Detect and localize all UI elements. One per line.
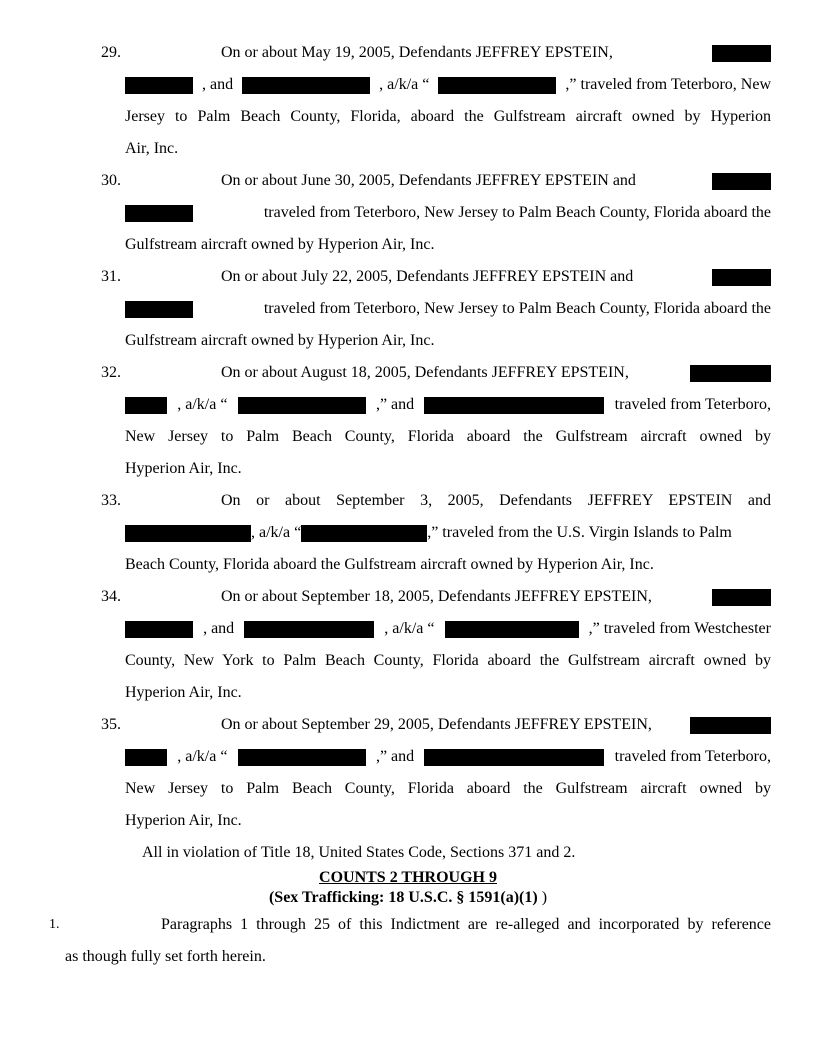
paragraph-line [125,459,242,479]
paragraph-text: , a/k/a “ [379,76,430,93]
paragraph-number: 31. [101,268,121,285]
paragraph-text: Hyperion Air, Inc. [125,460,242,477]
paragraph-text: Air, Inc. [125,140,179,157]
paragraph-line [125,299,771,319]
paragraph-line [221,43,771,63]
redaction-block [238,749,366,766]
paragraph-text: , a/k/a “ [177,396,228,413]
paragraph-line [125,331,434,351]
counts-subheading-close: ) [537,889,548,906]
paragraph-text: , a/k/a “ [251,524,302,541]
paragraph-text: ,” and [375,396,415,413]
paragraph-line [125,779,771,799]
paragraph-number: 34. [101,588,121,605]
paragraph-line [65,947,266,967]
redaction-block [301,525,427,542]
paragraph-line [125,395,771,415]
paragraph-text: On or about September 18, 2005, Defendants JEFFREY EPSTEIN, [221,588,652,605]
paragraph-text: On or about August 18, 2005, Defendants JEFFREY EPSTEIN, [221,364,629,381]
paragraph-text: Hyperion Air, Inc. [125,684,242,701]
paragraph-line [221,715,771,735]
paragraph-line [125,811,242,831]
paragraph-text: traveled from Teterboro, New Jersey to Palm Beach County, Florida aboard the [263,300,771,317]
redaction-block [125,525,251,542]
counts-heading-text: COUNTS 2 THROUGH 9 [319,869,497,886]
paragraph-line [125,203,771,223]
redaction-block [238,397,366,414]
paragraph-text: , a/k/a “ [177,748,228,765]
redaction-block [125,397,167,414]
paragraph-text: Beach County, Florida aboard the Gulfstream aircraft owned by Hyperion Air, Inc. [125,556,654,573]
paragraph-text: On or about July 22, 2005, Defendants JEFFREY EPSTEIN and [221,268,634,285]
paragraph-line [221,267,771,287]
counts-heading [0,868,816,888]
paragraph-number: 1. [49,917,60,932]
redaction-block [445,621,579,638]
paragraph-text: traveled from Teterboro, [614,396,771,413]
redaction-block [125,301,193,318]
paragraph-line [125,555,654,575]
violation-statement: All in violation of Title 18, United States Code, Sections 371 and 2. [142,844,576,861]
redaction-block [690,717,771,734]
redaction-block [125,205,193,222]
paragraph-line [125,427,771,447]
paragraph-text: County, New York to Palm Beach County, Florida aboard the Gulfstream aircraft owned by [125,652,771,669]
paragraph-line [125,683,242,703]
paragraph-line [125,651,771,671]
paragraph-text: Paragraphs 1 through 25 of this Indictment are re-alleged and incorporated by reference [161,916,771,933]
paragraph-text: , and [202,76,234,93]
redaction-block [125,749,167,766]
paragraph-text: New Jersey to Palm Beach County, Florida aboard the Gulfstream aircraft owned by [125,428,771,445]
redaction-block [125,621,193,638]
paragraph-line [125,235,434,255]
paragraph-number: 32. [101,364,121,381]
paragraph-text: ,” and [375,748,415,765]
redaction-block [712,269,771,286]
redaction-block [712,173,771,190]
paragraph-text: Gulfstream aircraft owned by Hyperion Air, Inc. [125,236,435,253]
paragraph-text: , a/k/a “ [384,620,435,637]
paragraph-line [125,75,771,95]
paragraph-line [221,587,771,607]
redaction-block [690,365,771,382]
paragraph-line [125,619,771,639]
paragraph-text: On or about June 30, 2005, Defendants JEFFREY EPSTEIN and [221,172,636,189]
paragraph-text: On or about September 3, 2005, Defendants JEFFREY EPSTEIN and [221,492,771,509]
paragraph-text: , and [203,620,235,637]
paragraph-text: New Jersey to Palm Beach County, Florida aboard the Gulfstream aircraft owned by [125,780,771,797]
paragraph-line [125,139,178,159]
paragraph-text: On or about September 29, 2005, Defendants JEFFREY EPSTEIN, [221,716,652,733]
redaction-block [712,589,771,606]
paragraph-line [221,363,771,383]
redaction-block [244,621,374,638]
paragraph-line [125,107,771,127]
paragraph-number: 35. [101,716,121,733]
paragraph-text: traveled from Teterboro, [614,748,771,765]
redaction-block [712,45,771,62]
paragraph-number: 30. [101,172,121,189]
paragraph-text: ,” traveled from Teterboro, New [565,76,771,93]
redaction-block [424,749,604,766]
redaction-block [438,77,556,94]
counts-subheading-text: (Sex Trafficking: 18 U.S.C. § 1591(a)(1) [268,889,538,906]
paragraph-text: Hyperion Air, Inc. [125,812,242,829]
paragraph-text: ,” traveled from Westchester [588,620,771,637]
redaction-block [242,77,370,94]
redaction-block [125,77,193,94]
paragraph-text: ,” traveled from the U.S. Virgin Islands to Palm [427,524,732,541]
paragraph-line [161,915,771,935]
redaction-block [424,397,604,414]
paragraph-text: Jersey to Palm Beach County, Florida, aboard the Gulfstream aircraft owned by Hyperion [125,108,771,125]
paragraph-number: 33. [101,492,121,509]
paragraph-line [221,491,771,511]
paragraph-text: Gulfstream aircraft owned by Hyperion Air, Inc. [125,332,435,349]
paragraph-text: as though fully set forth herein. [65,948,266,965]
paragraph-line [221,171,771,191]
paragraph-line [125,523,771,543]
paragraph-number: 29. [101,44,121,61]
counts-subheading [0,888,816,908]
paragraph-text: traveled from Teterboro, New Jersey to Palm Beach County, Florida aboard the [263,204,771,221]
paragraph-text: On or about May 19, 2005, Defendants JEFFREY EPSTEIN, [221,44,613,61]
paragraph-line [125,747,771,767]
